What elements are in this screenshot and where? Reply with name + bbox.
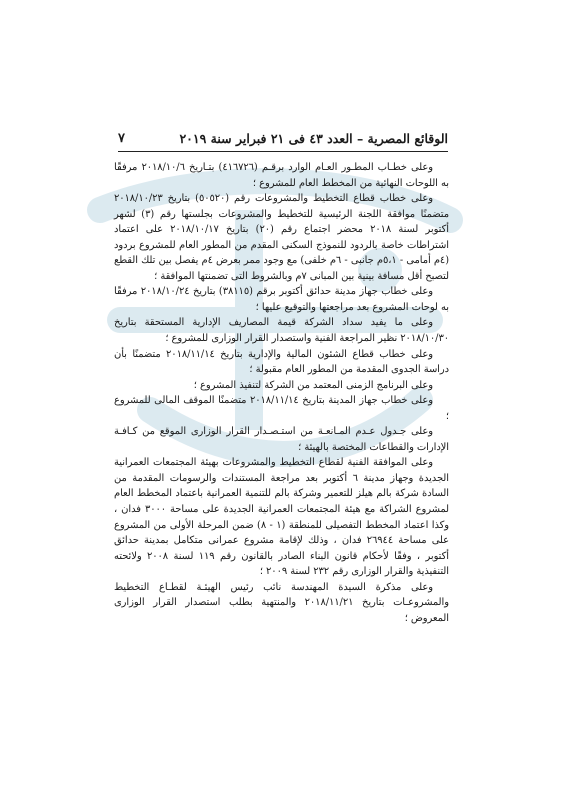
paragraph: وعلى خطاب جهاز مدينة حدائق أكتوبر برقم (٣٨١١٥) بتاريخ ٢٠١٨/١٠/٢٤ مرفقًا به لوحات المشروع بعد مراجعتها والتوقيع عليها ؛: [114, 286, 449, 313]
paragraph: وعلى جـدول عـدم المـانعـة من استـصـدار القرار الوزارى الموقع من كـافـة الإدارات والقطاعات المختصة بالهيئة ؛: [114, 426, 449, 453]
header-divider: [118, 151, 448, 152]
page-header: [118, 131, 448, 151]
page-number: ٧: [118, 131, 125, 146]
paragraph: وعلى الموافقة الفنية لقطاع التخطيط والمشروعات بهيئة المجتمعات العمرانية الجديدة وجهاز مدينة ٦ أكتوبر بعد مراجعة المستندات والرسومات المقدمة من السادة شركة بالم هيلز للتعمير وشركة بالم للتنمية العمرانية باعتماد المخطط العام لمشروع الشراكة مع هيئة المجتمعات العمرانية الجديدة على مساحة ٣٠٠٠ فدان ، وكذا اعتماد المخطط التفصيلى للمنطقة (١ - ٨) ضمن المرحلة الأولى من المشروع على مساحة ٢٦٩٤٤ فدان ، وذلك لإقامة مشروع عمرانى متكامل بمدينة حدائق أكتوبر ، وفقًا لأحكام قانون البناء الصادر بالقانون رقم ١١٩ لسنة ٢٠٠٨ ولائحته التنفيذية والقرار الوزارى رقم ٢٣٢ لسنة ٢٠٠٩ ؛: [114, 457, 449, 578]
paragraph: وعلى خطاب قطاع الشئون المالية والإدارية بتاريخ ٢٠١٨/١١/١٤ متضمنًا بأن دراسة الجدوى المقدمة من المطور العام مقبولة ؛: [114, 348, 449, 376]
paragraph: وعلى خطاب قطاع التخطيط والمشروعات رقم (٥٠٥٢٠) بتاريخ ٢٠١٨/١٠/٢٣ متضمنًا موافقة اللجنة الرئيسية للتخطيط والمشروعات بجلستها رقم (٣) لشهر أكتوبر لسنة ٢٠١٨ محضر اجتماع رقم (٢٠) بتاريخ ٢٠١٨/١٠/١٧ على اعتماد اشتراطات خاصة بالردود للنموذج السكنى المقدم من المطور العام للمشروع بردود (٤م أمامى - ٥،١م جانبى - ٦م خلفى) مع وجود ممر بعرض ٤م يفصل بين تلك القطع لتصبح أقل مسافة بينية بين المبانى ٧م وبالشروط التى تضمنتها الموافقة ؛: [114, 193, 450, 282]
paragraph: وعلى البرنامج الزمنى المعتمد من الشركة لتنفيذ المشروع ؛: [193, 379, 433, 391]
paragraph: وعلى خطـاب المطـور العـام الوارد برقـم (٤١٦٧٢٦) بتـاريخ ٢٠١٨/١٠/٦ مرفقًا به اللوحات النهائية من المخطط العام للمشروع ؛: [114, 162, 449, 189]
document-body: [114, 160, 449, 626]
paragraph: وعلى مذكرة السيدة المهندسة نائب رئيس الهيئـة لقطـاع التخطيط والمشروعـات بتاريخ ٢٠١٨/١١/٢١ والمنتهية بطلب استصدار القرار الوزارى المعروض ؛: [114, 581, 449, 624]
paragraph: وعلى خطاب جهاز المدينة بتاريخ ٢٠١٨/١١/١٤ متضمنًا الموقف المالى للمشروع ؛: [114, 395, 449, 422]
paragraph: وعلى ما يفيد سداد الشركة قيمة المصاريف الإدارية المستحقة بتاريخ ٢٠١٨/١٠/٣٠ نظير المراجعة الفنية واستصدار القرار الوزارى للمشروع ؛: [114, 317, 449, 345]
header-title: الوقائع المصرية – العدد ٤٣ فى ٢١ فبراير سنة ٢٠١٩: [179, 131, 448, 146]
